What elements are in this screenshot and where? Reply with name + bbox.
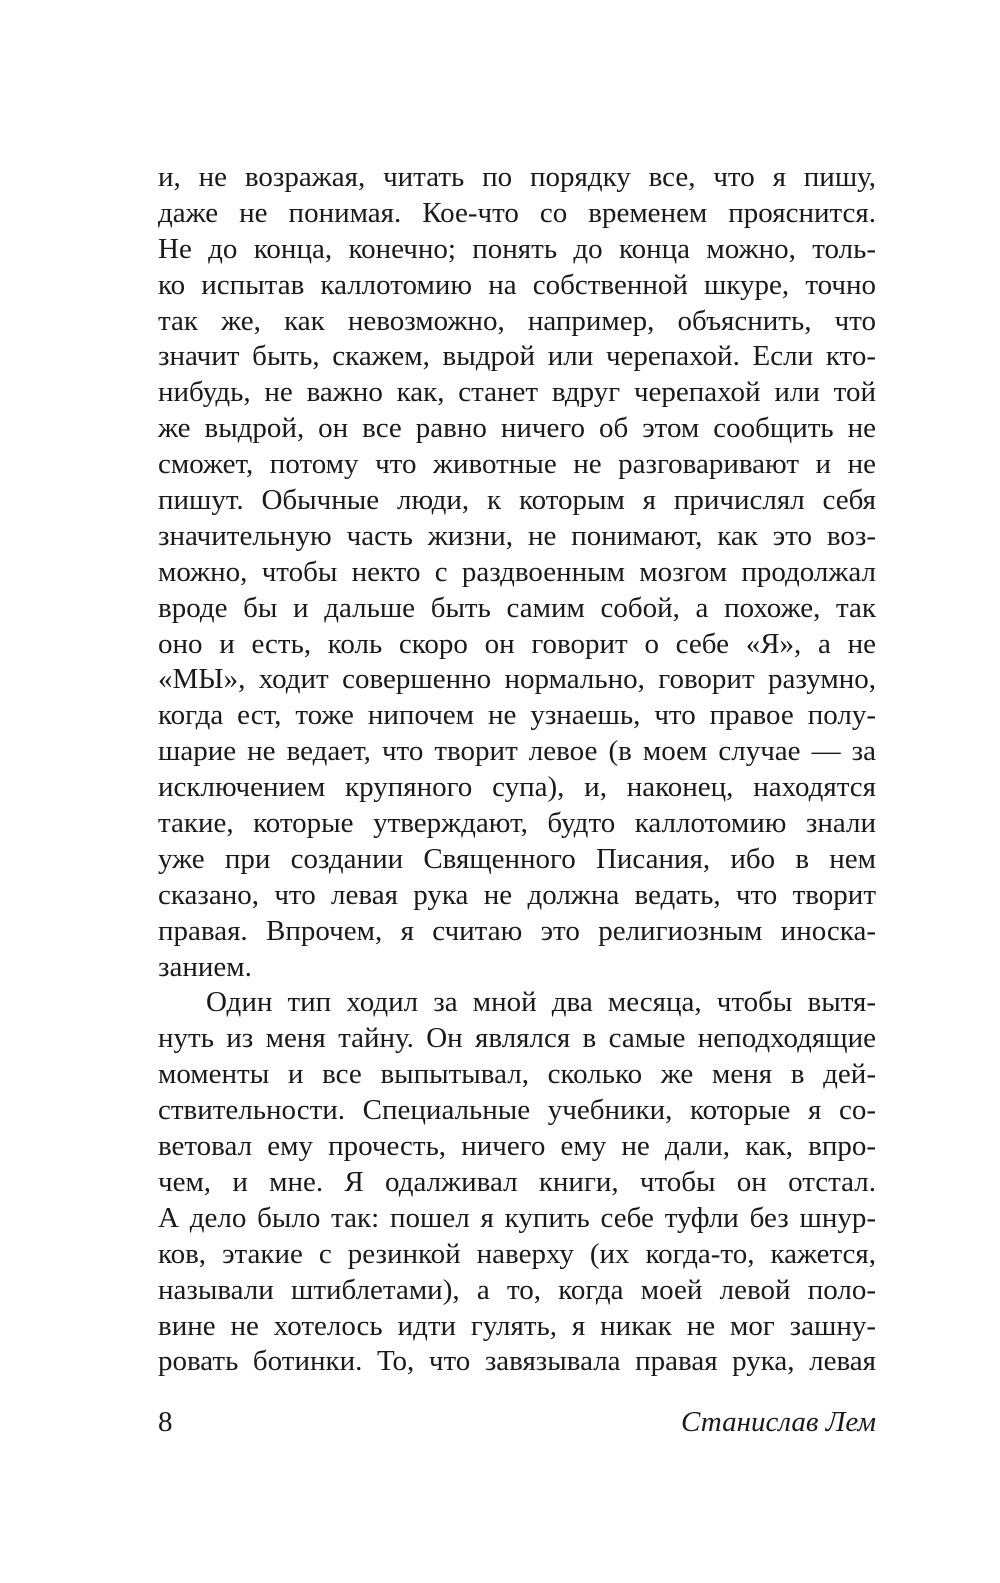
text-line: сказано, что левая рука не должна ведать, что творит bbox=[158, 878, 876, 911]
text-line: моменты и все выпытывал, сколько же меня в дей- bbox=[158, 1058, 876, 1091]
page-footer bbox=[158, 1402, 876, 1442]
running-author: Станислав Лем bbox=[681, 1406, 876, 1438]
text-line: шарие не ведает, что творит левое (в моем случае — за bbox=[158, 735, 876, 768]
text-line: занием. bbox=[158, 950, 252, 983]
text-line: ствительности. Специальные учебники, которые я со- bbox=[158, 1094, 876, 1127]
text-line: правая. Впрочем, я считаю это религиозным иноска- bbox=[158, 914, 876, 947]
text-line: значит быть, скажем, выдрой или черепахой. Если кто- bbox=[158, 340, 876, 373]
text-line: сможет, потому что животные не разговаривают и не bbox=[158, 448, 876, 481]
text-line: когда ест, тоже нипочем не узнаешь, что правое полу- bbox=[158, 699, 876, 732]
paragraph-1 bbox=[158, 160, 876, 985]
text-line: Не до конца, конечно; понять до конца можно, толь- bbox=[158, 232, 876, 265]
text-line: вроде бы и дальше быть самим собой, а похоже, так bbox=[158, 591, 876, 624]
text-line: же выдрой, он все равно ничего об этом сообщить не bbox=[158, 412, 876, 445]
text-line: значительную часть жизни, не понимают, как это воз- bbox=[158, 519, 876, 552]
text-line: пишут. Обычные люди, к которым я причислял себя bbox=[158, 484, 876, 517]
text-line: «МЫ», ходит совершенно нормально, говорит разумно, bbox=[158, 663, 876, 696]
text-line: ровать ботинки. То, что завязывала правая рука, левая bbox=[158, 1345, 876, 1378]
text-line: вине не хотелось идти гулять, я никак не мог зашну- bbox=[158, 1309, 876, 1342]
text-line: нибудь, не важно как, станет вдруг черепахой или той bbox=[158, 376, 876, 409]
text-line: называли штиблетами), а то, когда моей левой поло- bbox=[158, 1273, 876, 1306]
text-line: можно, чтобы некто с раздвоенным мозгом продолжал bbox=[158, 555, 876, 588]
text-line: нуть из меня тайну. Он являлся в самые неподходящие bbox=[158, 1022, 876, 1055]
text-line: ветовал ему прочесть, ничего ему не дали, как, впро- bbox=[158, 1130, 876, 1163]
text-line: оно и есть, коль скоро он говорит о себе «Я», а не bbox=[158, 627, 876, 660]
text-line: чем, и мне. Я одалживал книги, чтобы он отстал. bbox=[158, 1165, 876, 1198]
page-number: 8 bbox=[158, 1406, 173, 1438]
text-line: так же, как невозможно, например, объяснить, что bbox=[158, 304, 876, 337]
text-line: Один тип ходил за мной два месяца, чтобы вытя- bbox=[206, 986, 876, 1019]
body-text bbox=[158, 160, 876, 1380]
paragraph-2 bbox=[158, 985, 876, 1380]
text-line: ко испытав каллотомию на собственной шкуре, точно bbox=[158, 268, 876, 301]
text-line: такие, которые утверждают, будто каллотомию знали bbox=[158, 807, 876, 840]
text-line: исключением крупяного супа), и, наконец, находятся bbox=[158, 771, 876, 804]
text-line: и, не возражая, читать по порядку все, что я пишу, bbox=[158, 161, 876, 193]
text-line: даже не понимая. Кое-что со временем прояснится. bbox=[158, 196, 876, 229]
text-line: уже при создании Священного Писания, ибо в нем bbox=[158, 842, 876, 875]
text-line: ков, этакие с резинкой наверху (их когда-то, кажется, bbox=[158, 1237, 876, 1270]
text-line: А дело было так: пошел я купить себе туфли без шнур- bbox=[158, 1201, 876, 1234]
